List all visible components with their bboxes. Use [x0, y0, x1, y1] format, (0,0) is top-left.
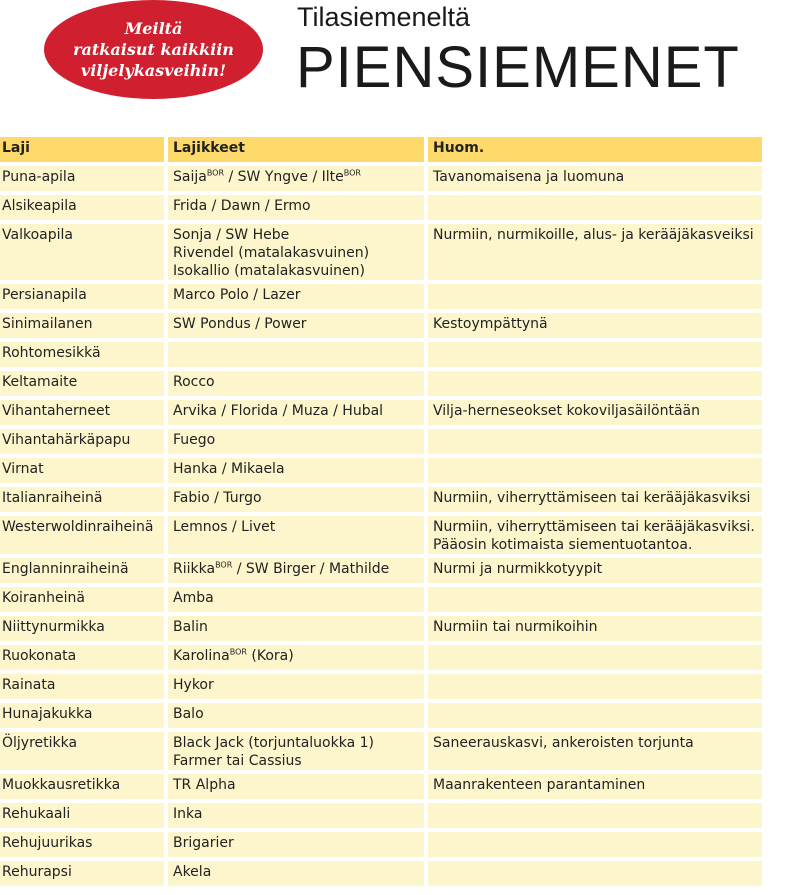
- cell-lajikkeet: [168, 516, 424, 554]
- cell-huom: [428, 774, 762, 799]
- cell-laji: Vihantaherneet: [0, 400, 164, 425]
- cell-lajikkeet: [168, 429, 424, 454]
- cell-lajikkeet: [168, 861, 424, 886]
- lajike-line: Frida / Dawn / Ermo: [173, 198, 311, 214]
- huom-line: Nurmi ja nurmikkotyypit: [433, 561, 603, 577]
- page-title: PIENSIEMENET: [296, 35, 740, 100]
- table-row: [0, 803, 762, 828]
- lajike-line: Balo: [173, 706, 204, 722]
- cell-laji: Italianraiheinä: [0, 487, 164, 512]
- cell-laji: Öljyretikka: [0, 732, 164, 770]
- promo-badge: [44, 0, 263, 99]
- lajike-line: Hanka / Mikaela: [173, 461, 285, 477]
- lajike-line: Isokallio (matalakasvuinen): [173, 263, 365, 279]
- badge-line-3: viljelykasveihin!: [80, 61, 227, 80]
- cell-huom: [428, 587, 762, 612]
- table-row: [0, 284, 762, 309]
- cell-huom: [428, 558, 762, 583]
- cell-huom: [428, 674, 762, 699]
- cell-laji: Koiranheinä: [0, 587, 164, 612]
- huom-line: Pääosin kotimaista siementuotantoa.: [433, 537, 693, 553]
- cell-lajikkeet: [168, 224, 424, 280]
- cell-laji: Keltamaite: [0, 371, 164, 396]
- superscript-mark: BOR: [215, 560, 233, 570]
- table-row: [0, 429, 762, 454]
- cell-huom: [428, 861, 762, 886]
- cell-lajikkeet: [168, 803, 424, 828]
- lajike-line: Lemnos / Livet: [173, 519, 276, 535]
- cell-laji: Rehurapsi: [0, 861, 164, 886]
- cell-laji: Rehukaali: [0, 803, 164, 828]
- table-row: [0, 703, 762, 728]
- lajike-line: Black Jack (torjuntaluokka 1): [173, 735, 374, 751]
- lajike-line: Farmer tai Cassius: [173, 753, 302, 769]
- lajike-line: Marco Polo / Lazer: [173, 287, 301, 303]
- cell-lajikkeet: [168, 645, 424, 670]
- cell-laji: Alsikeapila: [0, 195, 164, 220]
- cell-laji: Vihantahärkäpapu: [0, 429, 164, 454]
- cell-laji: Rohtomesikkä: [0, 342, 164, 367]
- lajike-line: Akela: [173, 864, 212, 880]
- lajike-line: Balin: [173, 619, 208, 635]
- table-row: [0, 587, 762, 612]
- page-subtitle: Tilasiemeneltä: [297, 2, 471, 32]
- badge-line-1: Meiltä: [124, 19, 183, 38]
- table-row: [0, 645, 762, 670]
- cell-lajikkeet: [168, 616, 424, 641]
- cell-lajikkeet: [168, 284, 424, 309]
- cell-huom: [428, 458, 762, 483]
- cell-lajikkeet: [168, 703, 424, 728]
- column-header-huom: Huom.: [428, 137, 762, 162]
- cell-lajikkeet: [168, 732, 424, 770]
- huom-line: Nurmiin, viherryttämiseen tai kerääjäkasviksi: [433, 490, 751, 506]
- table-row: [0, 616, 762, 641]
- table-row: [0, 195, 762, 220]
- lajike-line: TR Alpha: [173, 777, 236, 793]
- table-header-row: [0, 137, 762, 162]
- cell-lajikkeet: [168, 371, 424, 396]
- cell-laji: Hunajakukka: [0, 703, 164, 728]
- badge-line-2: ratkaisut kaikkiin: [73, 40, 234, 59]
- superscript-mark: BOR: [343, 168, 361, 178]
- lajike-line: Rocco: [173, 374, 215, 390]
- superscript-mark: BOR: [206, 168, 225, 178]
- cell-huom: [428, 313, 762, 338]
- cell-lajikkeet: [168, 558, 424, 583]
- huom-line: Saneerauskasvi, ankeroisten torjunta: [433, 735, 694, 751]
- huom-line: Vilja-herneseokset kokoviljasäilöntään: [433, 403, 700, 419]
- table-row: [0, 861, 762, 886]
- cell-lajikkeet: [168, 166, 424, 191]
- lajike-line: Hykor: [173, 677, 214, 693]
- lajike-line: Brigarier: [173, 835, 234, 851]
- cell-huom: [428, 516, 762, 554]
- table-row: [0, 400, 762, 425]
- table-row: [0, 224, 762, 280]
- cell-laji: Westerwoldinraiheinä: [0, 516, 164, 554]
- huom-line: Nurmiin tai nurmikoihin: [433, 619, 598, 635]
- lajike-line: Sonja / SW Hebe: [173, 227, 290, 243]
- cell-huom: [428, 342, 762, 367]
- cell-laji: Rainata: [0, 674, 164, 699]
- cell-huom: [428, 195, 762, 220]
- lajike-line: Saija$^{BOR}$ / SW Yngve / Ilte$^{BOR}$: [173, 168, 361, 185]
- cell-lajikkeet: [168, 195, 424, 220]
- table-row: [0, 166, 762, 191]
- cell-lajikkeet: [168, 832, 424, 857]
- cell-lajikkeet: [168, 587, 424, 612]
- cell-lajikkeet: [168, 487, 424, 512]
- cell-laji: Puna-apila: [0, 166, 164, 191]
- cell-laji: Rehujuurikas: [0, 832, 164, 857]
- lajike-line: Fuego: [173, 432, 216, 448]
- cell-huom: [428, 224, 762, 280]
- cell-huom: [428, 732, 762, 770]
- table-row: [0, 342, 762, 367]
- cell-laji: Valkoapila: [0, 224, 164, 280]
- cell-lajikkeet: [168, 674, 424, 699]
- table-row: [0, 732, 762, 770]
- cell-lajikkeet: [168, 400, 424, 425]
- table-row: [0, 458, 762, 483]
- cell-huom: [428, 284, 762, 309]
- cell-laji: Ruokonata: [0, 645, 164, 670]
- huom-line: Nurmiin, viherryttämiseen tai kerääjäkasviksi.: [433, 519, 755, 535]
- lajike-line: Amba: [173, 590, 214, 606]
- cell-lajikkeet: [168, 774, 424, 799]
- cell-lajikkeet: [168, 458, 424, 483]
- lajike-line: Fabio / Turgo: [173, 490, 262, 506]
- cell-laji: Persianapila: [0, 284, 164, 309]
- huom-line: Tavanomaisena ja luomuna: [433, 169, 625, 185]
- cell-huom: [428, 429, 762, 454]
- huom-line: Maanrakenteen parantaminen: [433, 777, 646, 793]
- lajike-line: Arvika / Florida / Muza / Hubal: [173, 403, 384, 419]
- column-header-lajikkeet: Lajikkeet: [168, 137, 424, 162]
- table-row: [0, 516, 762, 554]
- table-row: [0, 832, 762, 857]
- table-row: [0, 313, 762, 338]
- cell-huom: [428, 371, 762, 396]
- column-header-laji: Laji: [0, 137, 164, 162]
- cell-laji: Englanninraiheinä: [0, 558, 164, 583]
- cell-laji: Muokkausretikka: [0, 774, 164, 799]
- cell-huom: [428, 616, 762, 641]
- table-row: [0, 487, 762, 512]
- cell-lajikkeet: [168, 342, 424, 367]
- cell-huom: [428, 487, 762, 512]
- table-row: [0, 674, 762, 699]
- huom-line: Kestoympättynä: [433, 316, 548, 332]
- cell-huom: [428, 166, 762, 191]
- table-row: [0, 558, 762, 583]
- cell-huom: [428, 645, 762, 670]
- cell-huom: [428, 803, 762, 828]
- lajike-line: Riikka$^{BOR}$ / SW Birger / Mathilde: [173, 560, 390, 577]
- cell-huom: [428, 703, 762, 728]
- cell-huom: [428, 832, 762, 857]
- cell-huom: [428, 400, 762, 425]
- lajike-line: Rivendel (matalakasvuinen): [173, 245, 370, 261]
- table-row: [0, 371, 762, 396]
- lajike-line: Karolina$^{BOR}$ (Kora): [173, 647, 294, 664]
- superscript-mark: BOR: [229, 647, 247, 657]
- cell-laji: Sinimailanen: [0, 313, 164, 338]
- cell-laji: Niittynurmikka: [0, 616, 164, 641]
- seed-table: [0, 137, 762, 890]
- lajike-line: Inka: [173, 806, 203, 822]
- cell-lajikkeet: [168, 313, 424, 338]
- table-row: [0, 774, 762, 799]
- lajike-line: SW Pondus / Power: [173, 316, 307, 332]
- cell-laji: Virnat: [0, 458, 164, 483]
- huom-line: Nurmiin, nurmikoille, alus- ja kerääjäkasveiksi: [433, 227, 754, 243]
